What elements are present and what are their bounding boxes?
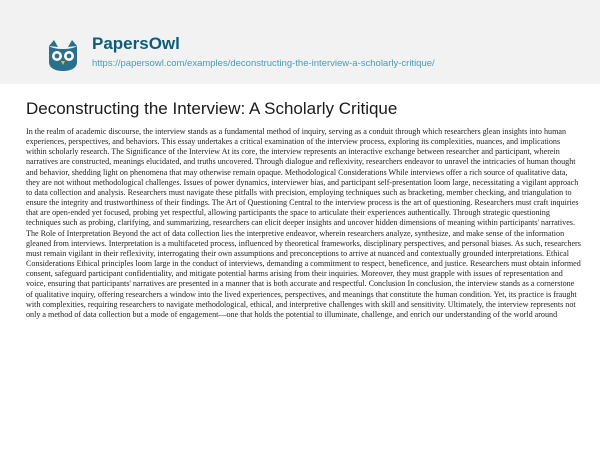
brand-name[interactable]: PapersOwl	[92, 34, 180, 53]
page-url[interactable]: https://papersowl.com/examples/deconstructing-the-interview-a-scholarly-critique/	[92, 58, 435, 69]
owl-icon[interactable]	[45, 36, 81, 72]
article-body: In the realm of academic discourse, the interview stands as a fundamental method of inquiry, serving as a conduit through which researchers glean insights into human experiences, perspectives, and behaviors. This essay undertakes a critical examination of the interview process, exploring its complexities, nuances, and implications within scholarly research. The Significance of the Interview At its core, the interview represents an interactive exchange between researcher and participant, wherein narratives are constructed, meanings elucidated, and truths uncovered. Through dialogue and reflexivity, researchers endeavor to unravel the intricacies of human thought and behavior, shedding light on phenomena that may otherwise remain opaque. Methodological Considerations While interviews offer a rich source of qualitative data, they are not without methodological challenges. Issues of power dynamics, interviewer bias, and participant self-presentation loom large, necessitating a vigilant approach to data collection and analysis. Researchers must navigate these pitfalls with precision, employing techniques such as bracketing, member checking, and triangulation to ensure the integrity and trustworthiness of their findings. The Art of Questioning Central to the interview process is the art of questioning. Researchers must craft inquiries that are open-ended yet focused, probing yet respectful, allowing participants the space to articulate their experiences authentically. Through strategic questioning techniques such as probing, clarifying, and summarizing, researchers can elicit deeper insights and uncover hidden dimensions of meaning within participants' narratives. The Role of Interpretation Beyond the act of data collection lies the interpretive endeavor, wherein researchers analyze, synthesize, and make sense of the information gleaned from interviews. Interpretation is a multifaceted process, influenced by theoretical frameworks, disciplinary perspectives, and personal biases. As such, researchers must remain vigilant in their reflexivity, interrogating their own assumptions and preconceptions to arrive at nuanced and contextually grounded interpretations. Ethical Considerations Ethical principles loom large in the conduct of interviews, demanding a commitment to respect, beneficence, and justice. Researchers must obtain informed consent, safeguard participant confidentiality, and mitigate potential harms arising from their inquiries. Moreover, they must grapple with issues of representation and voice, ensuring that participants' narratives are presented in a manner that is both accurate and respectful. Conclusion In conclusion, the interview stands as a cornerstone of qualitative inquiry, offering researchers a window into the lived experiences, perspectives, and meanings that constitute the human condition. Yet, its practice is fraught with complexities, requiring researchers to navigate methodological, ethical, and interpretive challenges with skill and sensitivity. Ultimately, the interview represents not only a method of data collection but a mode of engagement—one that holds the potential to illuminate, challenge, and enrich our understanding of the world around	[26, 127, 581, 319]
page-title: Deconstructing the Interview: A Scholarly Critique	[26, 99, 398, 118]
site-header	[0, 0, 600, 84]
